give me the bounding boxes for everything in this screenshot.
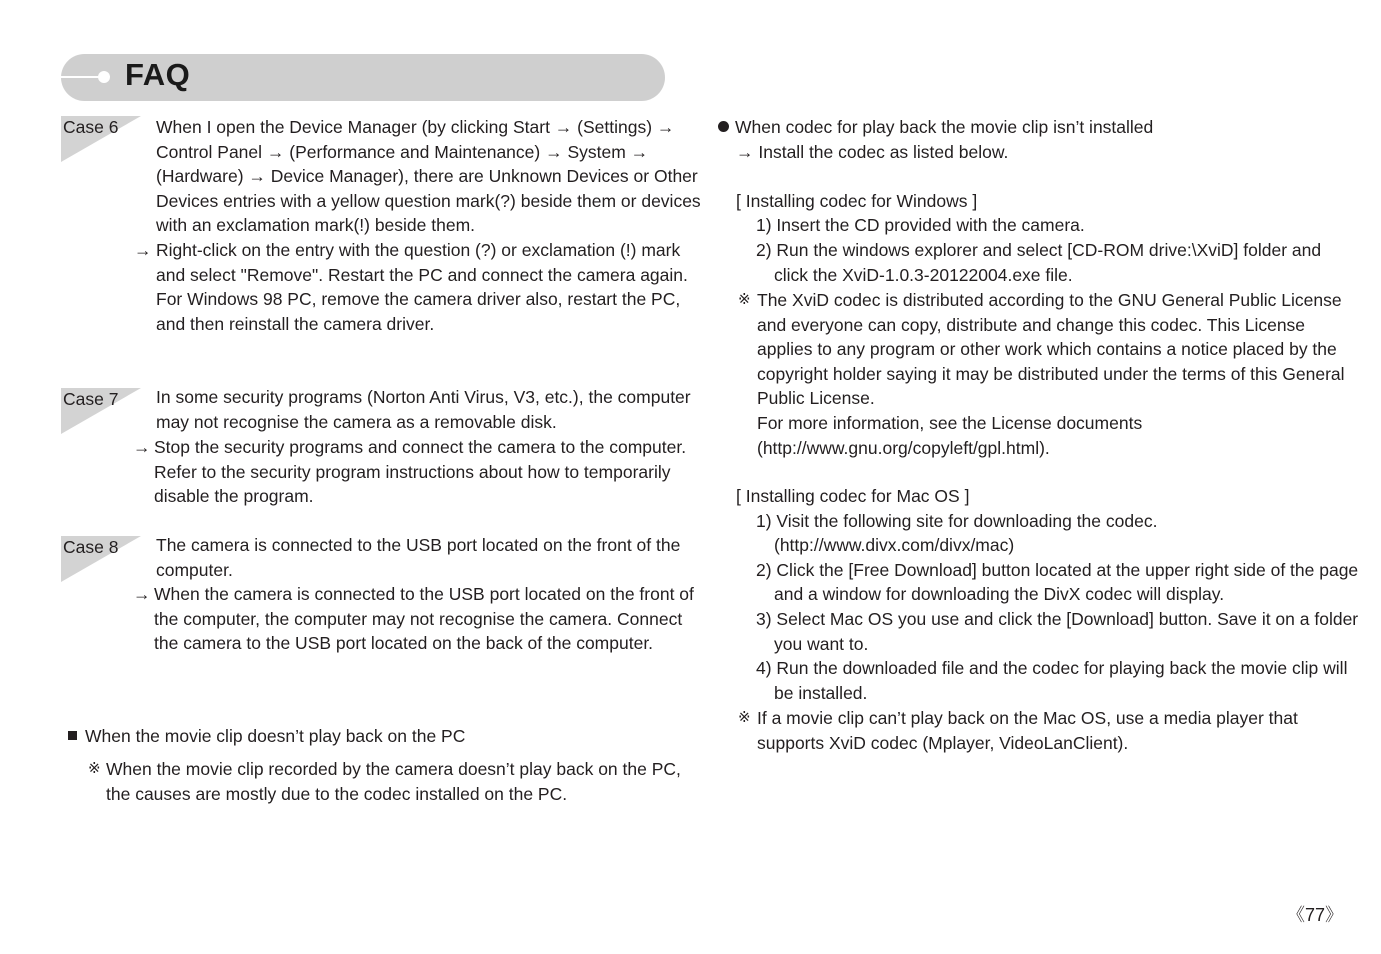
case-6-answer-line: Right-click on the entry with the question (?) or exclamation (!) mark — [156, 240, 681, 260]
header-decoration-dot — [98, 71, 110, 83]
movie-note-line: When the movie clip recorded by the camera doesn’t play back on the PC, — [106, 759, 681, 779]
case-6-question-line: Control Panel → (Performance and Maintenance) → System → — [156, 141, 649, 162]
case-6-question — [156, 115, 701, 238]
case-6-question-line: When I open the Device Manager (by clicking Start → (Settings) → — [156, 117, 675, 137]
mac-step: and a window for downloading the DivX codec will display. — [774, 584, 1225, 604]
windows-note-line: The XviD codec is distributed according to the GNU General Public License — [757, 290, 1342, 310]
case-7-label: Case 7 — [63, 389, 119, 409]
square-bullet-icon — [68, 731, 77, 740]
case-7-question — [156, 385, 691, 434]
codec-bullet — [718, 115, 1153, 140]
round-bullet-icon — [718, 121, 729, 132]
case-6-question-line: Devices entries with a yellow question mark(?) beside them or devices — [156, 190, 701, 211]
case-6-answer-arrow: → — [134, 240, 152, 260]
windows-note — [757, 288, 1345, 460]
case-6-answer-line: and select "Remove". Restart the PC and connect the camera again. — [156, 264, 688, 285]
case-6-answer-line: For Windows 98 PC, remove the camera driver also, restart the PC, — [156, 289, 681, 310]
mac-step: 3) Select Mac OS you use and click the [Download] button. Save it on a folder — [756, 609, 1359, 629]
windows-step: 2) Run the windows explorer and select [CD-ROM drive:\XviD] folder and — [756, 240, 1322, 260]
case-6-answer — [156, 238, 688, 336]
case-6-answer-line: and then reinstall the camera driver. — [156, 313, 435, 334]
page-title: FAQ — [125, 57, 191, 92]
page-number: 《77》 — [1287, 905, 1344, 925]
mac-step: be installed. — [774, 683, 868, 703]
case-6-question-line: with an exclamation mark(!) beside them. — [156, 215, 476, 236]
case-7-tag — [61, 388, 141, 434]
mac-heading: [ Installing codec for Mac OS ] — [736, 486, 970, 506]
windows-note-line: applies to any program or other work which contains a notice placed by the — [757, 339, 1337, 360]
movie-section-note — [106, 757, 681, 806]
windows-note-line: copyright holder saying it may be distributed under the terms of this General — [757, 363, 1345, 384]
movie-section-heading-text: When the movie clip doesn’t play back on the PC — [85, 726, 466, 746]
case-7-question-line: In some security programs (Norton Anti Virus, V3, etc.), the computer — [156, 387, 691, 407]
mac-note-line: supports XviD codec (Mplayer, VideoLanClient). — [757, 732, 1129, 753]
windows-note-mark: ※ — [738, 291, 751, 308]
case-8-tag — [61, 536, 141, 582]
mac-step: (http://www.divx.com/divx/mac) — [774, 535, 1015, 555]
windows-note-line: Public License. — [757, 388, 875, 409]
case-7-question-line: may not recognise the camera as a removable disk. — [156, 411, 557, 432]
mac-step: you want to. — [774, 634, 869, 654]
case-7-answer-line: disable the program. — [154, 486, 314, 507]
mac-note-mark: ※ — [738, 709, 751, 726]
movie-note-mark: ※ — [88, 760, 101, 777]
case-8-label: Case 8 — [63, 537, 119, 557]
mac-step: 4) Run the downloaded file and the codec for playing back the movie clip will — [756, 658, 1348, 678]
windows-note-line: and everyone can copy, distribute and change this codec. This License — [757, 314, 1306, 335]
case-8-answer-line: the camera to the USB port located on the back of the computer. — [154, 633, 654, 654]
windows-note-line: For more information, see the License documents — [757, 412, 1143, 433]
windows-step: click the XviD-1.0.3-20122004.exe file. — [774, 265, 1073, 285]
case-8-question-line: The camera is connected to the USB port located on the front of the — [156, 535, 681, 555]
case-7-answer-line: Refer to the security program instructions about how to temporarily — [154, 461, 671, 482]
mac-note — [757, 706, 1298, 755]
case-7-answer — [154, 435, 686, 509]
case-8-answer-arrow: → — [133, 584, 151, 604]
case-8-question-line: computer. — [156, 559, 233, 580]
windows-heading: [ Installing codec for Windows ] — [736, 191, 978, 211]
case-7-answer-arrow: → — [133, 437, 151, 457]
case-8-answer — [154, 582, 694, 656]
case-6-tag — [61, 116, 141, 162]
case-6-question-line: (Hardware) → Device Manager), there are Unknown Devices or Other — [156, 166, 698, 187]
mac-step: 2) Click the [Free Download] button located at the upper right side of the page — [756, 560, 1359, 580]
movie-note-line: the causes are mostly due to the codec installed on the PC. — [106, 783, 568, 804]
mac-step: 1) Visit the following site for downloading the codec. — [756, 511, 1158, 531]
windows-note-line: (http://www.gnu.org/copyleft/gpl.html). — [757, 437, 1050, 458]
windows-step: 1) Insert the CD provided with the camera. — [756, 215, 1085, 235]
movie-section-heading — [68, 724, 465, 749]
case-8-answer-line: When the camera is connected to the USB port located on the front of — [154, 584, 694, 604]
codec-bullet-text: When codec for play back the movie clip isn’t installed — [735, 117, 1154, 137]
codec-bullet-answer: → Install the codec as listed below. — [736, 142, 1009, 162]
mac-note-line: If a movie clip can’t play back on the Mac OS, use a media player that — [757, 708, 1298, 728]
case-6-label: Case 6 — [63, 117, 119, 137]
case-7-answer-line: Stop the security programs and connect the camera to the computer. — [154, 437, 687, 457]
case-8-question — [156, 533, 680, 582]
case-8-answer-line: the computer, the computer may not recognise the camera. Connect — [154, 608, 683, 629]
